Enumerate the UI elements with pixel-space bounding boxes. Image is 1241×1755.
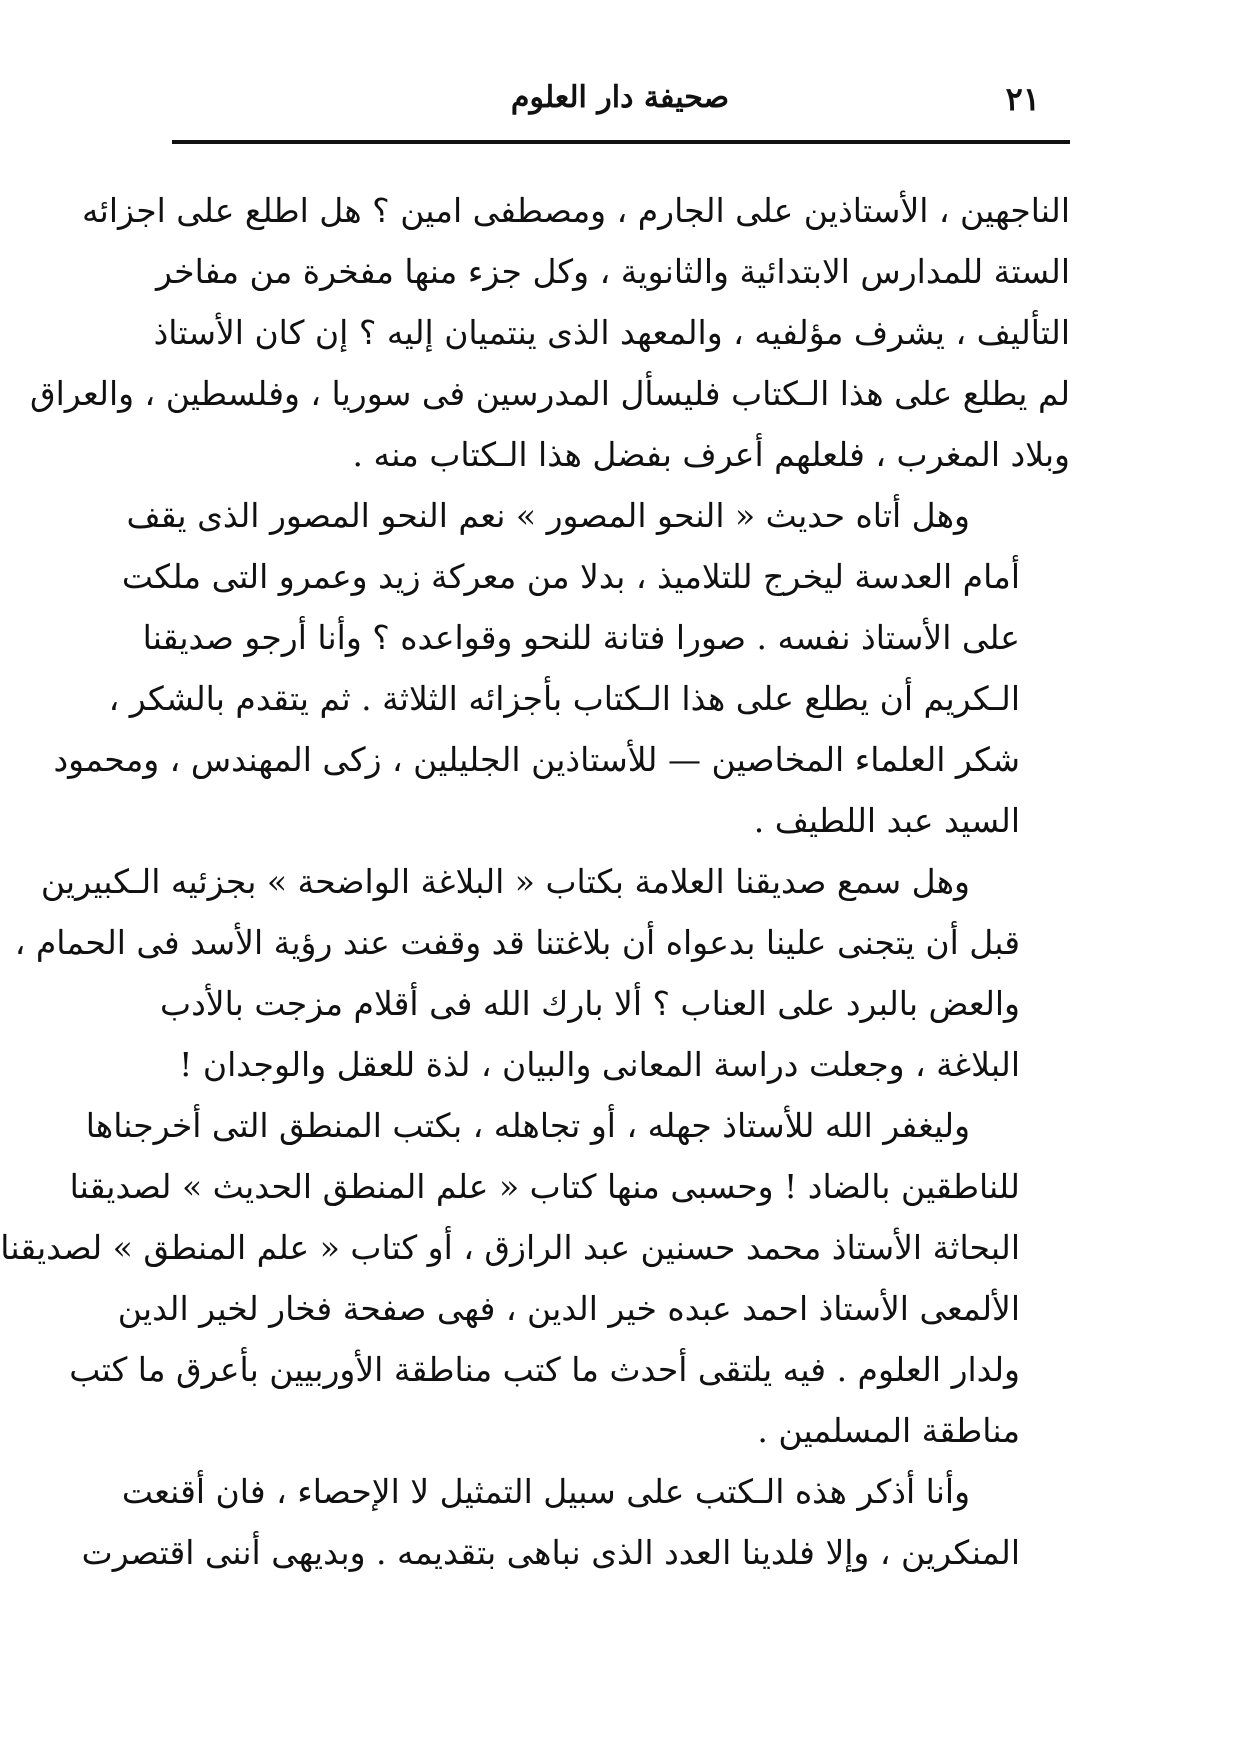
text-line: البحاثة الأستاذ محمد حسنين عبد الرازق ، أو كتاب « علم المنطق » لصديقنا: [0, 1228, 1020, 1267]
paragraph: [81, 1461, 1070, 1583]
page-header: [170, 80, 1070, 130]
text-line: والعض بالبرد على العناب ؟ ألا بارك الله فى أقلام مزجت بالأدب: [160, 984, 1020, 1023]
page-number: ٢١: [1005, 80, 1040, 118]
text-line: للناطقين بالضاد ! وحسبى منها كتاب « علم المنطق الحديث » لصديقنا: [69, 1167, 1020, 1206]
paragraph: [30, 180, 1070, 485]
text-line: البلاغة ، وجعلت دراسة المعانى والبيان ، لذة للعقل والوجدان !: [179, 1045, 1020, 1084]
text-line: الألمعى الأستاذ احمد عبده خير الدين ، فهى صفحة فخار لخير الدين: [117, 1289, 1020, 1328]
text-line: شكر العلماء المخاصين — للأستاذين الجليلين ، زكى المهندس ، ومحمود: [53, 740, 1020, 779]
text-line: وهل أتاه حديث « النحو المصور » نعم النحو المصور الذى يقف: [126, 496, 970, 535]
text-line: على الأستاذ نفسه . صورا فتانة للنحو وقواعده ؟ وأنا أرجو صديقنا: [142, 618, 1020, 657]
paragraph: [53, 485, 1070, 851]
text-line: ولدار العلوم . فيه يلتقى أحدث ما كتب مناطقة الأوربيين بأعرق ما كتب: [69, 1350, 1020, 1389]
text-line: وبلاد المغرب ، فلعلهم أعرف بفضل هذا الـكتاب منه .: [352, 435, 1070, 474]
text-line: قبل أن يتجنى علينا بدعواه أن بلاغتنا قد وقفت عند رؤية الأسد فى الحمام ،: [14, 923, 1020, 962]
text-line: السيد عبد اللطيف .: [753, 801, 1020, 840]
text-line: الـكريم أن يطلع على هذا الـكتاب بأجزائه الثلاثة . ثم يتقدم بالشكر ،: [108, 679, 1020, 718]
text-line: أمام العدسة ليخرج للتلاميذ ، بدلا من معركة زيد وعمرو التى ملكت: [121, 557, 1020, 596]
article-body: [0, 180, 1070, 1583]
header-rule-left: [172, 140, 890, 144]
text-line: التأليف ، يشرف مؤلفيه ، والمعهد الذى ينتميان إليه ؟ إن كان الأستاذ: [153, 313, 1070, 352]
paragraph: [0, 1095, 1070, 1461]
text-line: المنكرين ، وإلا فلدينا العدد الذى نباهى بتقديمه . وبديهى أننى اقتصرت: [81, 1533, 1020, 1572]
header-rule-right: [890, 140, 1070, 144]
text-line: وأنا أذكر هذه الـكتب على سبيل التمثيل لا الإحصاء ، فان أقنعت: [121, 1472, 970, 1511]
text-line: مناطقة المسلمين .: [757, 1411, 1020, 1450]
text-line: الستة للمدارس الابتدائية والثانوية ، وكل جزء منها مفخرة من مفاخر: [155, 252, 1070, 291]
text-line: وهل سمع صديقنا العلامة بكتاب « البلاغة الواضحة » بجزئيه الـكبيرين: [40, 862, 970, 901]
text-line: وليغفر الله للأستاذ جهله ، أو تجاهله ، بكتب المنطق التى أخرجناها: [85, 1106, 970, 1145]
running-title: صحيفة دار العلوم: [510, 80, 730, 115]
text-line: لم يطلع على هذا الـكتاب فليسأل المدرسين فى سوريا ، وفلسطين ، والعراق: [30, 374, 1070, 413]
text-line: الناجهين ، الأستاذين على الجارم ، ومصطفى امين ؟ هل اطلع على اجزائه: [81, 191, 1070, 230]
paragraph: [14, 851, 1070, 1095]
